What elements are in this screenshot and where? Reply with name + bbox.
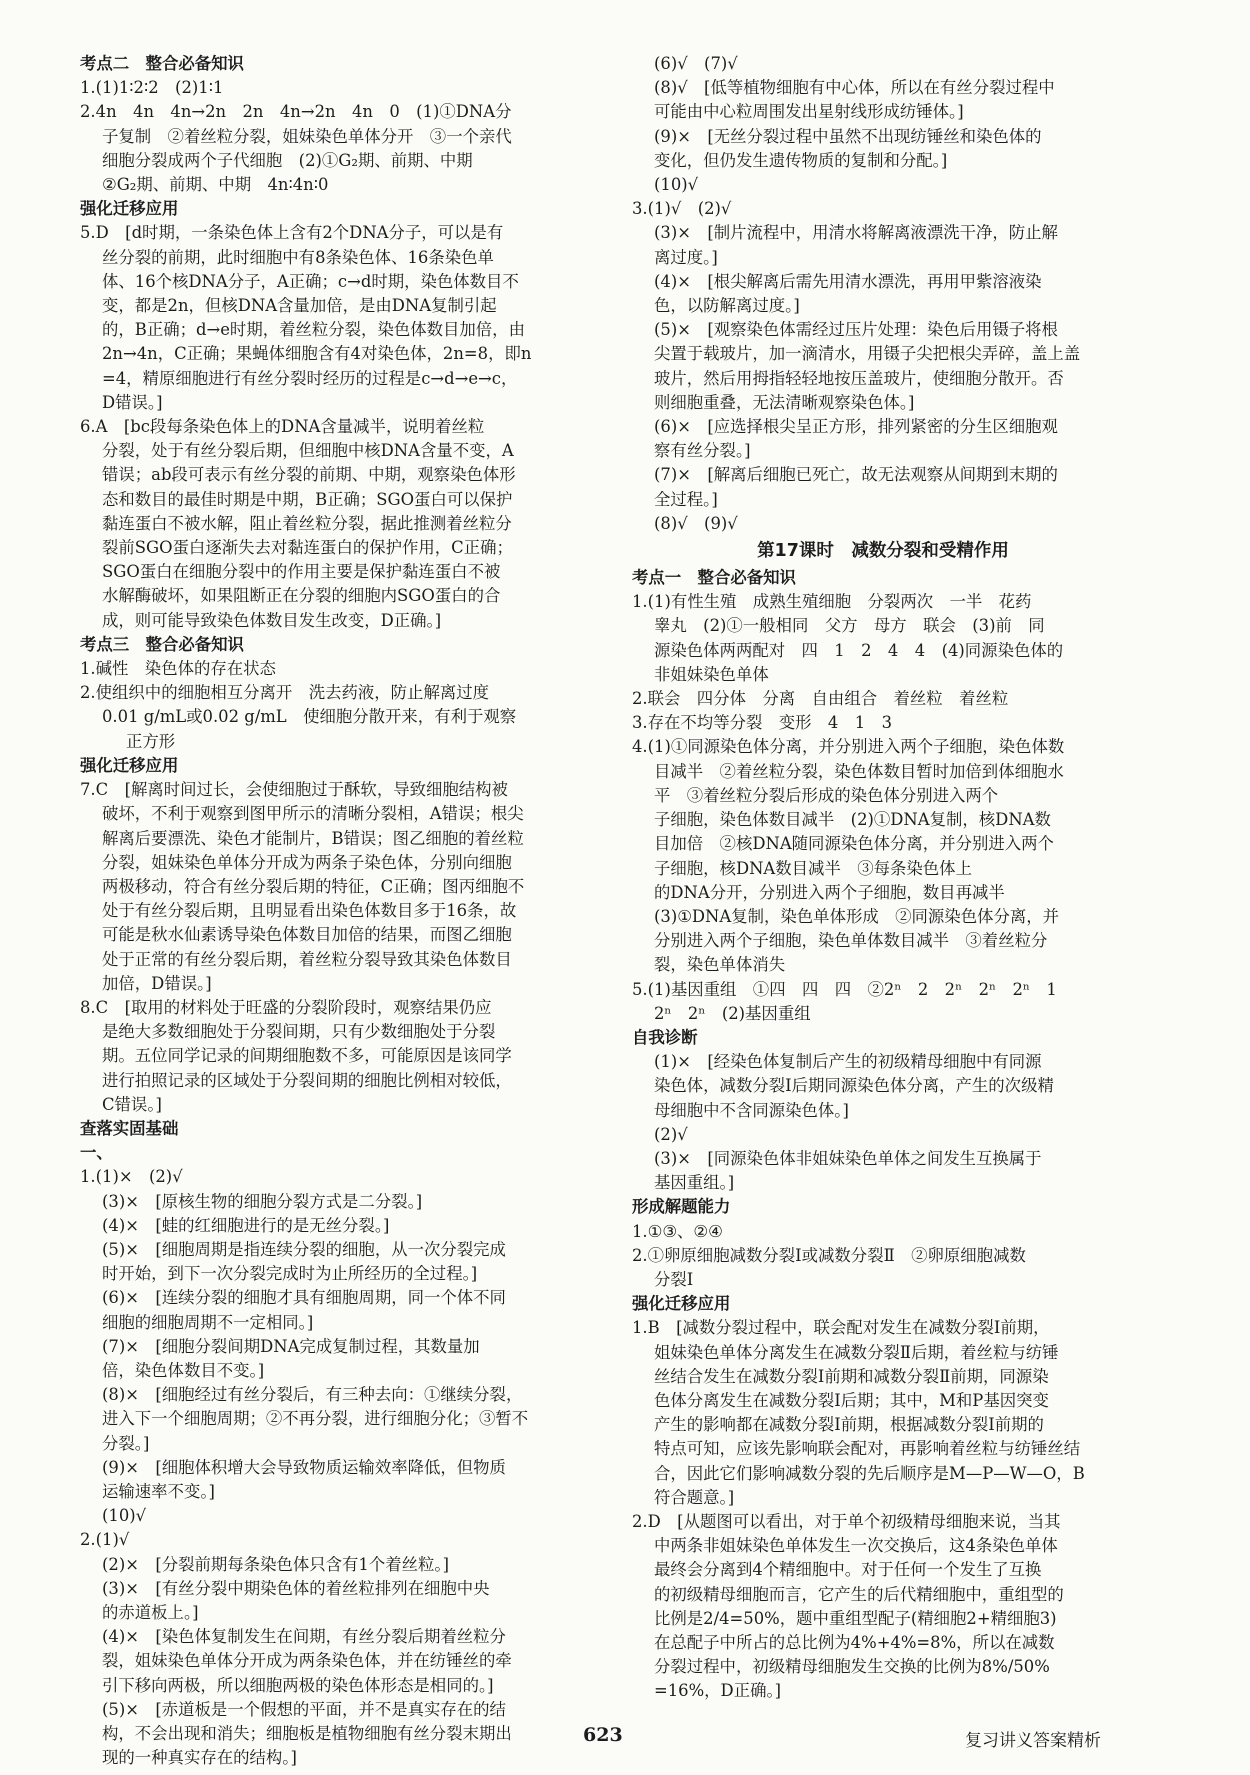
text-line: =16%，D正确。]: [654, 1681, 782, 1701]
text-line: 睾丸 (2)①一般相同 父方 母方 联会 (3)前 同: [654, 616, 1045, 636]
text-line: 子细胞，染色体数目减半 (2)①DNA复制，核DNA数: [654, 810, 1051, 830]
text-line: 1.碱性 染色体的存在状态: [80, 659, 276, 679]
text-line: C错误。]: [102, 1094, 162, 1114]
text-line: (5)× [细胞周期是指连续分裂的细胞，从一次分裂完成: [102, 1239, 506, 1259]
text-line: 分裂过程中，初级精母细胞发生交换的比例为8%/50%: [654, 1657, 1050, 1677]
text-line: 细胞的细胞周期不一定相同。]: [102, 1312, 314, 1332]
text-line: 水解酶破坏，如果阻断正在分裂的细胞内SGO蛋白的合: [102, 586, 501, 606]
text-line: 色，以防解离过度。]: [654, 296, 800, 316]
text-line: (2)√: [654, 1124, 688, 1144]
section-heading: 自我诊断: [632, 1027, 698, 1047]
text-line: ②G₂期、前期、中期 4n∶4n∶0: [102, 175, 329, 195]
text-line: (1)× [经染色体复制后产生的初级精母细胞中有同源: [654, 1052, 1042, 1072]
text-line: 3.(1)√ (2)√: [632, 199, 732, 219]
text-line: (8)√ (9)√: [654, 513, 738, 533]
text-line: (4)× [蛙的红细胞进行的是无丝分裂。]: [102, 1215, 390, 1235]
text-line: (3)× [同源染色体非姐妹染色单体之间发生互换属于: [654, 1148, 1042, 1168]
text-line: (6)× [连续分裂的细胞才具有细胞周期，同一个体不同: [102, 1288, 506, 1308]
text-line: 分裂，姐妹染色单体分开成为两条子染色体，分别向细胞: [102, 852, 512, 872]
section-heading: 查落实固基础: [80, 1118, 179, 1138]
text-line: (3)× [有丝分裂中期染色体的着丝粒排列在细胞中央: [102, 1578, 490, 1598]
text-line: 2.4n 4n 4n→2n 2n 4n→2n 4n 0 (1)①DNA分: [80, 102, 512, 122]
text-line: 丝结合发生在减数分裂Ⅰ前期和减数分裂Ⅱ前期，同源染: [654, 1366, 1049, 1386]
text-line: 破坏，不利于观察到图甲所示的清晰分裂相，A错误；根尖: [102, 804, 524, 824]
text-line: 玻片，然后用拇指轻轻地按压盖玻片，使细胞分散开。否: [654, 368, 1064, 388]
text-line: 2n→4n，C正确；果蝇体细胞含有4对染色体，2n=8，即n: [102, 344, 532, 364]
text-line: (8)× [细胞经过有丝分裂后，有三种去向：①继续分裂，: [102, 1385, 523, 1405]
text-line: 合，因此它们影响减数分裂的先后顺序是M—P—W—O，B: [654, 1463, 1085, 1483]
text-line: 的初级精母细胞而言，它产生的后代精细胞中，重组型的: [654, 1584, 1064, 1604]
text-line: 的DNA分开，分别进入两个子细胞，数目再减半: [654, 882, 1005, 902]
text-line: (10)√: [654, 175, 699, 195]
text-line: (3)× [制片流程中，用清水将解离液漂洗干净，防止解: [654, 223, 1058, 243]
text-line: 1.B [减数分裂过程中，联会配对发生在减数分裂Ⅰ前期，: [632, 1318, 1050, 1338]
text-line: 符合题意。]: [654, 1487, 735, 1507]
text-line: 在总配子中所占的总比例为4%+4%=8%，所以在减数: [654, 1633, 1055, 1652]
text-line: 解离后要漂洗、染色才能制片，B错误；图乙细胞的着丝粒: [102, 828, 524, 848]
text-line: 离过度。]: [654, 247, 718, 267]
text-line: 2.①卵原细胞减数分裂Ⅰ或减数分裂Ⅱ ②卵原细胞减数: [632, 1245, 1026, 1265]
text-line: 1.①③、②④: [632, 1221, 723, 1241]
text-line: (2)× [分裂前期每条染色体只含有1个着丝粒。]: [102, 1554, 449, 1574]
text-line: 目加倍 ②核DNA随同源染色体分离，并分别进入两个: [654, 834, 1054, 854]
section-heading: 强化迁移应用: [80, 199, 179, 219]
text-line: 运输速率不变。]: [102, 1481, 215, 1501]
text-line: 色体分离发生在减数分裂Ⅰ后期；其中，M和P基因突变: [654, 1390, 1049, 1410]
text-line: 体、16个核DNA分子，A正确；c→d时期，染色体数目不: [102, 271, 519, 291]
text-line: 变化，但仍发生遗传物质的复制和分配。]: [654, 150, 948, 170]
text-line: 母细胞中不含同源染色体。]: [654, 1100, 849, 1120]
text-line: 中两条非姐妹染色单体发生一次交换后，这4条染色单体: [654, 1536, 1058, 1556]
text-line: 最终会分离到4个精细胞中。对于任何一个发生了互换: [654, 1560, 1042, 1580]
text-line: 现的一种真实存在的结构。]: [102, 1748, 297, 1768]
text-line: 姐妹染色单体分离发生在减数分裂Ⅱ后期，着丝粒与纺锤: [654, 1342, 1059, 1362]
section-heading: 考点一 整合必备知识: [632, 568, 796, 588]
text-line: 变，都是2n，但核DNA含量加倍，是由DNA复制引起: [102, 296, 497, 316]
text-line: 目减半 ②着丝粒分裂，染色体数目暂时加倍到体细胞水: [654, 761, 1064, 781]
text-line: 特点可知，应该先影响联会配对，再影响着丝粒与纺锤丝结: [654, 1439, 1081, 1459]
text-line: D错误。]: [102, 392, 163, 412]
text-line: 源染色体两两配对 四 1 2 4 4 (4)同源染色体的: [654, 640, 1064, 660]
text-line: 两极移动，符合有丝分裂后期的特征，C正确；图丙细胞不: [102, 876, 525, 896]
text-line: 期。五位同学记录的间期细胞数不多，可能原因是该同学: [102, 1046, 512, 1066]
text-line: 7.C [解离时间过长，会使细胞过于酥软，导致细胞结构被: [80, 780, 508, 800]
text-line: 3.存在不均等分裂 变形 4 1 3: [632, 713, 893, 733]
text-line: SGO蛋白在细胞分裂中的作用主要是保护黏连蛋白不被: [102, 562, 501, 582]
text-line: 正方形: [126, 731, 176, 751]
text-line: 产生的影响都在减数分裂Ⅰ前期，根据减数分裂Ⅰ前期的: [654, 1415, 1044, 1435]
text-line: 尖置于载玻片，加一滴清水，用镊子尖把根尖弄碎，盖上盖: [654, 344, 1081, 364]
text-line: 察有丝分裂。]: [654, 441, 751, 461]
text-line: 2.D [从题图可以看出，对于单个初级精母细胞来说，当其: [632, 1511, 1061, 1531]
text-line: (3)①DNA复制，染色单体形成 ②同源染色体分离，并: [654, 906, 1060, 926]
text-line: 非姐妹染色单体: [654, 664, 769, 684]
text-line: 进行拍照记录的区域处于分裂间期的细胞比例相对较低，: [102, 1070, 512, 1090]
text-line: (9)× [无丝分裂过程中虽然不出现纺锤丝和染色体的: [654, 126, 1042, 146]
text-line: 2.联会 四分体 分离 自由组合 着丝粒 着丝粒: [632, 689, 1009, 709]
right-column: [632, 52, 1134, 1704]
text-line: 0.01 g/mL或0.02 g/mL 使细胞分散开来，有利于观察: [102, 707, 517, 727]
text-line: 8.C [取用的材料处于旺盛的分裂阶段时，观察结果仍应: [80, 997, 492, 1017]
text-line: (4)× [根尖解离后需先用清水漂洗，再用甲紫溶液染: [654, 271, 1042, 291]
text-line: (9)× [细胞体积增大会导致物质运输效率降低，但物质: [102, 1457, 506, 1477]
text-line: 的赤道板上。]: [102, 1603, 199, 1622]
text-line: (7)× [细胞分裂间期DNA完成复制过程，其数量加: [102, 1336, 480, 1356]
text-line: (6)× [应选择根尖呈正方形，排列紧密的分生区细胞观: [654, 417, 1058, 437]
text-line: 丝分裂的前期，此时细胞中有8条染色体、16条染色单: [102, 247, 494, 267]
text-line: 倍，染色体数目不变。]: [102, 1360, 265, 1380]
footer-title: 复习讲义答案精析: [965, 1731, 1101, 1751]
text-line: 裂，姐妹染色单体分开成为两条染色体，并在纺锤丝的牵: [102, 1651, 512, 1671]
section-heading: 一、: [80, 1143, 113, 1163]
text-line: (5)× [赤道板是一个假想的平面，并不是真实存在的结: [102, 1699, 506, 1719]
text-line: 细胞分裂成两个子代细胞 (2)①G₂期、前期、中期: [102, 150, 473, 170]
text-line: 成，则可能导致染色体数目发生改变，D正确。]: [102, 610, 442, 630]
section-heading: 考点三 整合必备知识: [80, 634, 244, 654]
section-heading: 强化迁移应用: [80, 755, 179, 775]
text-line: 态和数目的最佳时期是中期，B正确；SGO蛋白可以保护: [102, 489, 513, 509]
section-heading: 形成解题能力: [632, 1197, 731, 1217]
left-column: [80, 52, 592, 1770]
text-line: 分裂Ⅰ: [654, 1269, 694, 1289]
text-line: 分裂，处于有丝分裂后期，但细胞中核DNA含量不变，A: [102, 441, 514, 461]
text-line: (5)× [观察染色体需经过压片处理：染色后用镊子将根: [654, 320, 1058, 340]
text-line: 2ⁿ 2ⁿ (2)基因重组: [654, 1003, 811, 1023]
text-line: (6)√ (7)√: [654, 54, 738, 73]
text-line: 2.使组织中的细胞相互分离开 洗去药液，防止解离过度: [80, 683, 490, 703]
text-line: 是绝大多数细胞处于分裂间期，只有少数细胞处于分裂: [102, 1022, 496, 1042]
text-line: 可能由中心粒周围发出星射线形成纺锤体。]: [654, 102, 964, 122]
text-line: 裂，染色单体消失: [654, 955, 786, 975]
text-line: 4.(1)①同源染色体分离，并分别进入两个子细胞，染色体数: [632, 737, 1065, 757]
text-line: 错误；ab段可表示有丝分裂的前期、中期，观察染色体形: [102, 465, 516, 485]
text-line: 子细胞，核DNA数目减半 ③每条染色体上: [654, 858, 972, 878]
text-line: 分别进入两个子细胞，染色单体数目减半 ③着丝粒分: [654, 931, 1048, 951]
lesson-title: 第17课时 减数分裂和受精作用: [757, 541, 1009, 562]
text-line: 染色体，减数分裂Ⅰ后期同源染色体分离，产生的次级精: [654, 1076, 1054, 1096]
text-line: 全过程。]: [654, 489, 718, 509]
text-line: 2.(1)√: [80, 1530, 130, 1550]
text-line: 分裂。]: [102, 1433, 150, 1453]
section-heading: 强化迁移应用: [632, 1294, 731, 1314]
text-line: =4，精原细胞进行有丝分裂时经历的过程是c→d→e→c，: [102, 368, 518, 388]
page-number: 623: [583, 1724, 623, 1746]
text-line: 处于正常的有丝分裂后期，着丝粒分裂导致其染色体数目: [102, 949, 512, 969]
text-line: 6.A [bc段每条染色体上的DNA含量减半，说明着丝粒: [80, 417, 485, 437]
text-line: 则细胞重叠，无法清晰观察染色体。]: [654, 392, 915, 412]
text-line: 构，不会出现和消失；细胞板是植物细胞有丝分裂末期出: [102, 1724, 512, 1744]
text-line: 时开始，到下一次分裂完成时为止所经历的全过程。]: [102, 1264, 478, 1284]
text-line: (4)× [染色体复制发生在间期，有丝分裂后期着丝粒分: [102, 1627, 506, 1647]
section-heading: 考点二 整合必备知识: [80, 54, 244, 73]
text-line: 基因重组。]: [654, 1173, 735, 1193]
text-line: 1.(1)× (2)√: [80, 1167, 183, 1187]
text-line: (7)× [解离后细胞已死亡，故无法观察从间期到末期的: [654, 465, 1058, 485]
text-line: 裂前SGO蛋白逐渐失去对黏连蛋白的保护作用，C正确；: [102, 538, 513, 558]
text-line: 处于有丝分裂后期，且明显看出染色体数目多于16条，故: [102, 901, 517, 921]
text-line: 5.(1)基因重组 ①四 四 四 ②2ⁿ 2 2ⁿ 2ⁿ 2ⁿ 1: [632, 979, 1057, 999]
text-line: 的，B正确；d→e时期，着丝粒分裂，染色体数目加倍，由: [102, 320, 525, 340]
text-line: 黏连蛋白不被水解，阻止着丝粒分裂，据此推测着丝粒分: [102, 513, 512, 533]
text-line: 可能是秋水仙素诱导染色体数目加倍的结果，而图乙细胞: [102, 925, 512, 945]
text-line: (10)√: [102, 1506, 147, 1526]
text-line: 进入下一个细胞周期；②不再分裂，进行细胞分化；③暂不: [102, 1409, 529, 1429]
text-line: 1.(1)有性生殖 成熟生殖细胞 分裂两次 一半 花药: [632, 592, 1032, 612]
text-line: 平 ③着丝粒分裂后形成的染色体分别进入两个: [654, 785, 999, 805]
text-line: 引下移向两极，所以细胞两极的染色体形态是相同的。]: [102, 1675, 494, 1695]
text-line: 1.(1)1∶2∶2 (2)1∶1: [80, 78, 224, 98]
text-line: 加倍，D错误。]: [102, 973, 212, 993]
text-line: (8)√ [低等植物细胞有中心体，所以在有丝分裂过程中: [654, 78, 1055, 98]
text-line: 子复制 ②着丝粒分裂，姐妹染色单体分开 ③一个亲代: [102, 126, 512, 146]
text-line: (3)× [原核生物的细胞分裂方式是二分裂。]: [102, 1191, 423, 1211]
text-line: 5.D [d时期，一条染色体上含有2个DNA分子，可以是有: [80, 223, 504, 243]
text-line: 比例是2/4=50%，题中重组型配子(精细胞2+精细胞3): [654, 1608, 1057, 1628]
